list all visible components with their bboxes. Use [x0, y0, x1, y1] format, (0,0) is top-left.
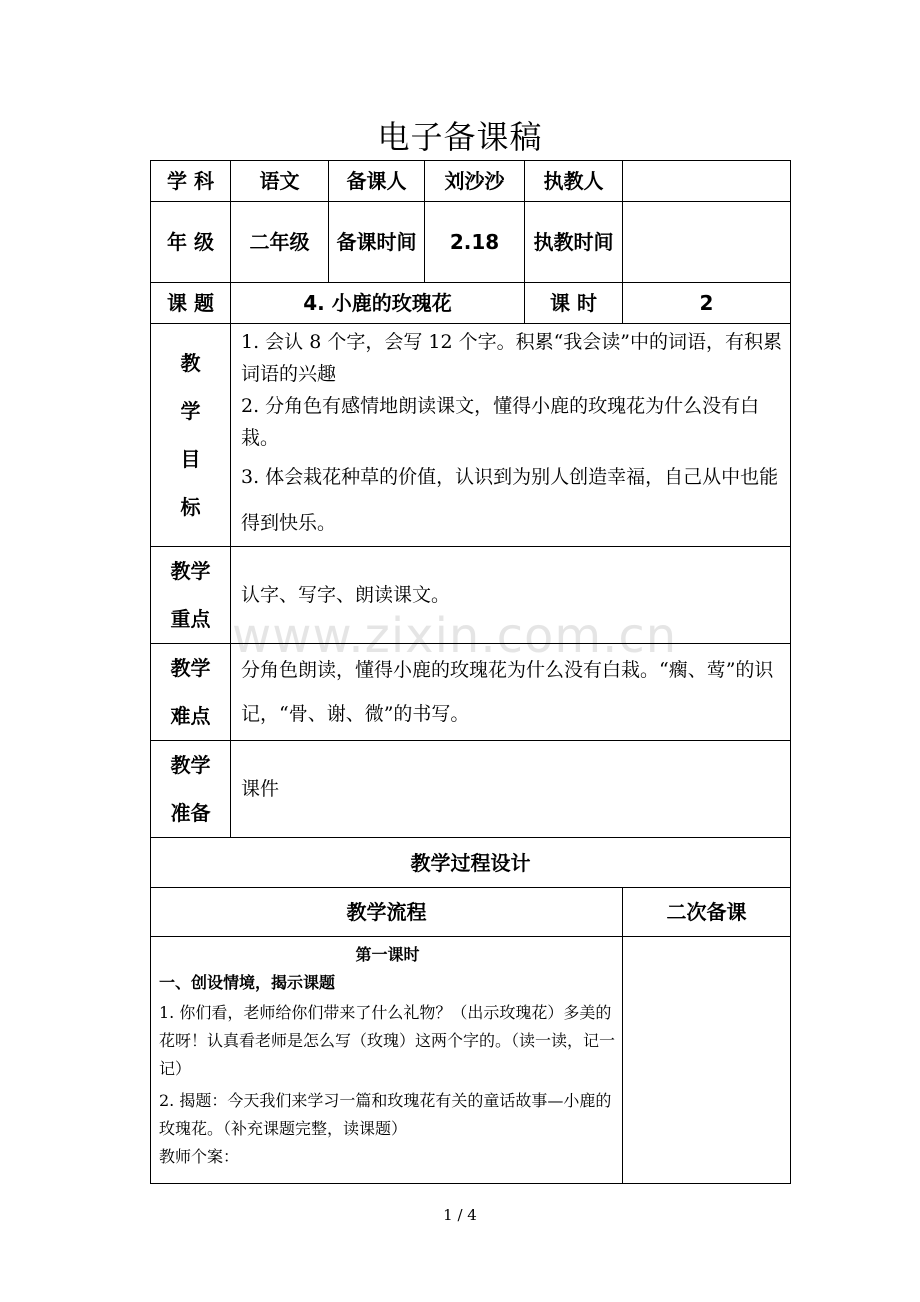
- preparation-text: 课件: [231, 741, 791, 838]
- watermark: www.zixin.com.cn: [232, 608, 678, 664]
- page-number: 1 / 4: [443, 1206, 477, 1224]
- teach-time-label: 执教时间: [525, 202, 623, 283]
- row-process-heading: [151, 838, 791, 888]
- process-line: 1. 你们看，老师给你们带来了什么礼物？（出示玫瑰花）多美的花呀！认真看老师是怎么写（玫瑰）这两个字的。（读一读，记一记）: [159, 1003, 616, 1078]
- difficulties-text: 分角色朗读，懂得小鹿的玫瑰花为什么没有白栽。“瘸、莺”的识记，“骨、谢、微”的书写。: [231, 644, 791, 741]
- prep-time-label: 备课时间: [329, 202, 425, 283]
- difficulties-label: [151, 644, 231, 741]
- row-process-content: [151, 937, 791, 1184]
- row-objectives: [151, 324, 791, 547]
- page-title: 电子备课稿: [377, 118, 543, 156]
- topic-label: 课 题: [151, 283, 231, 324]
- row-subject: [151, 161, 791, 202]
- objectives-label-char: 学: [180, 399, 201, 423]
- period-label: 课 时: [525, 283, 623, 324]
- preparation-label-line: 准备: [170, 801, 211, 825]
- preparer-label: 备课人: [329, 161, 425, 202]
- key-points-label-line: 重点: [170, 607, 211, 631]
- preparation-label: [151, 741, 231, 838]
- row-process-columns: [151, 888, 791, 937]
- key-points-label: [151, 547, 231, 644]
- objectives-label-char: 教: [180, 351, 201, 375]
- objectives-label-char: 标: [180, 495, 201, 519]
- objective-item: 2. 分角色有感情地朗读课文，懂得小鹿的玫瑰花为什么没有白栽。: [241, 395, 760, 449]
- key-points-text: 认字、写字、朗读课文。: [231, 547, 791, 644]
- subject-label: 学 科: [151, 161, 231, 202]
- process-heading: 教学过程设计: [151, 838, 791, 888]
- second-prep-cell: [623, 937, 791, 1184]
- objective-item: 3. 体会栽花种草的价值，认识到为别人创造幸福，自己从中也能得到快乐。: [241, 466, 779, 534]
- process-line: 教师个案：: [159, 1147, 240, 1166]
- lesson-title: 第一课时: [355, 945, 420, 964]
- prep-time-value: 2.18: [425, 202, 525, 283]
- row-difficulties: [151, 644, 791, 741]
- teach-time-value: [623, 202, 791, 283]
- row-topic: [151, 283, 791, 324]
- grade-label: 年 级: [151, 202, 231, 283]
- teacher-value: [623, 161, 791, 202]
- topic-value: 4. 小鹿的玫瑰花: [231, 283, 525, 324]
- period-value: 2: [623, 283, 791, 324]
- key-points-label-line: 教学: [170, 559, 211, 583]
- objectives-label: [151, 324, 231, 547]
- second-prep-label: 二次备课: [623, 888, 791, 937]
- teacher-label: 执教人: [525, 161, 623, 202]
- flow-label: 教学流程: [151, 888, 623, 937]
- row-key-points: [151, 547, 791, 644]
- difficulties-label-line: 教学: [170, 656, 211, 680]
- section-title: 一、创设情境，揭示课题: [159, 973, 336, 992]
- subject-value: 语文: [231, 161, 329, 202]
- objective-item: 1. 会认 8 个字，会写 12 个字。积累“我会读”中的词语，有积累词语的兴趣: [241, 331, 783, 385]
- row-preparation: [151, 741, 791, 838]
- grade-value: 二年级: [231, 202, 329, 283]
- objectives-label-char: 目: [180, 447, 201, 471]
- row-grade: [151, 202, 791, 283]
- preparer-value: 刘沙沙: [425, 161, 525, 202]
- difficulties-label-line: 难点: [170, 704, 211, 728]
- process-line: 2. 揭题：今天我们来学习一篇和玫瑰花有关的童话故事—小鹿的玫瑰花。（补充课题完整，读课题）: [159, 1091, 612, 1138]
- process-content: [151, 937, 623, 1184]
- preparation-label-line: 教学: [170, 753, 211, 777]
- objectives-content: [231, 324, 791, 547]
- lesson-plan-table: [150, 160, 791, 1184]
